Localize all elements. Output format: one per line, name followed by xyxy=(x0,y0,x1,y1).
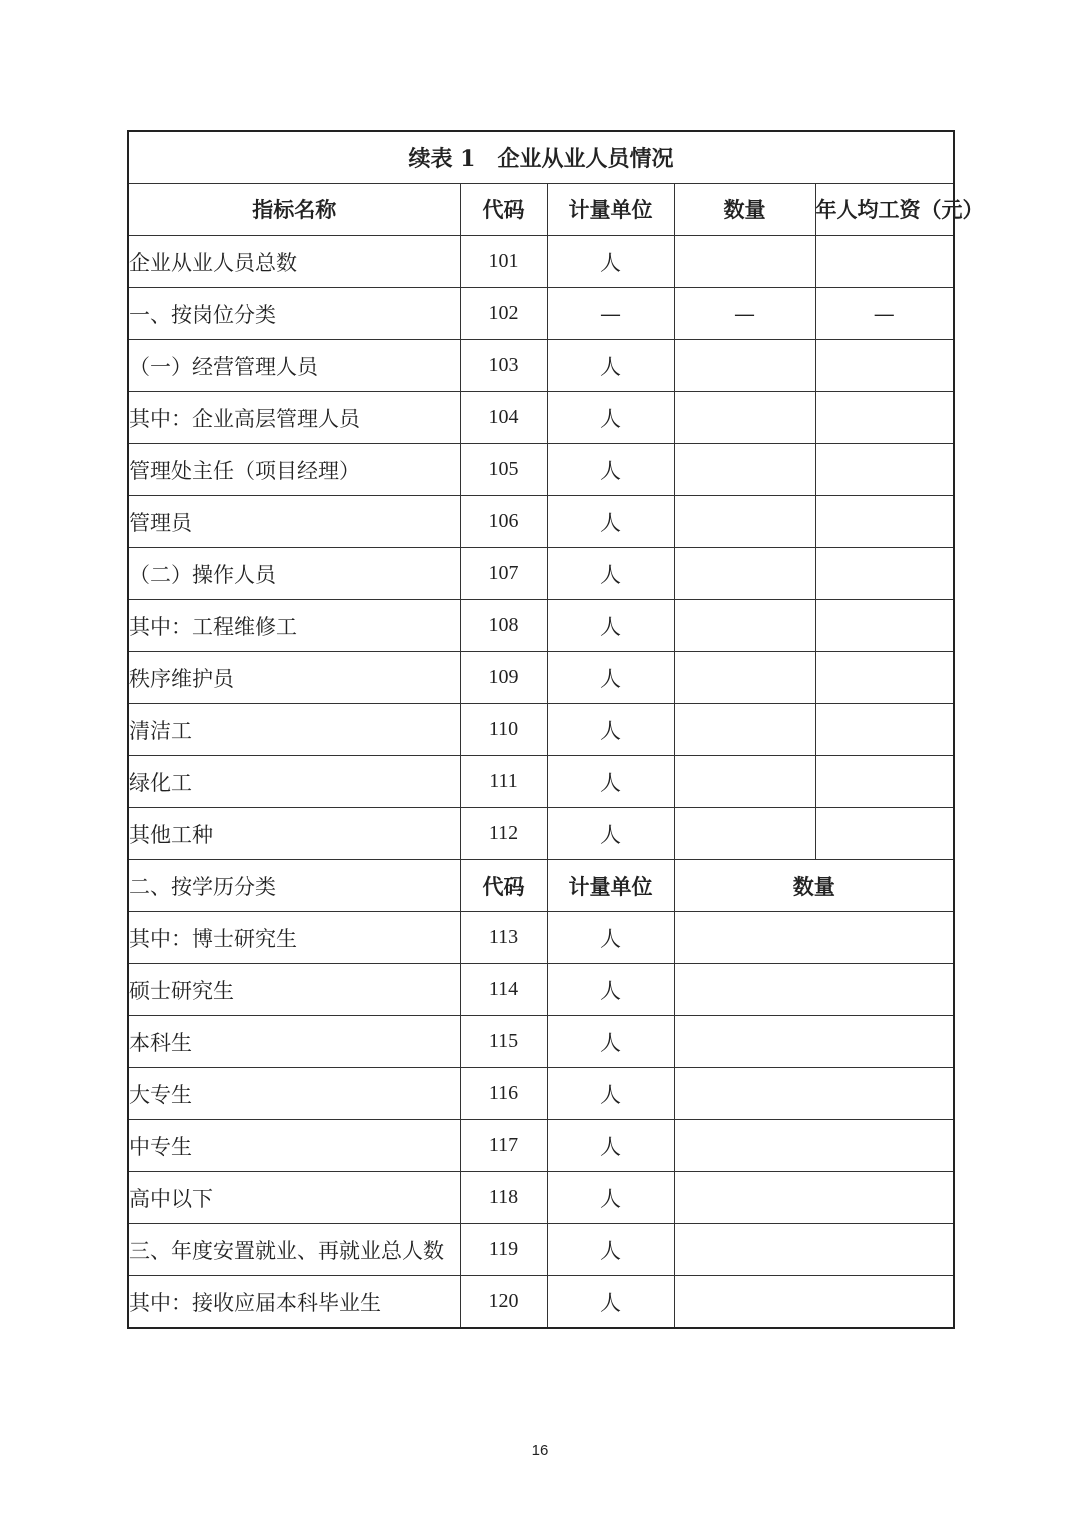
row-quantity-cell[interactable] xyxy=(674,1016,954,1068)
row-name: 三、年度安置就业、再就业总人数 xyxy=(128,1224,460,1276)
table-title: 续表 1 企业从业人员情况 xyxy=(128,131,954,184)
section2-header-row xyxy=(128,860,954,912)
section2-header-unit: 计量单位 xyxy=(547,860,674,912)
section2-header-code: 代码 xyxy=(460,860,547,912)
page-number: 16 xyxy=(531,1442,549,1459)
row-code: 107 xyxy=(460,548,547,600)
row-unit: 人 xyxy=(547,444,674,496)
row-unit: 人 xyxy=(547,1276,674,1329)
row-salary-cell[interactable] xyxy=(815,704,954,756)
row-name: （一）经营管理人员 xyxy=(128,340,460,392)
row-code: 120 xyxy=(460,1276,547,1329)
row-unit: 人 xyxy=(547,1224,674,1276)
table-row xyxy=(128,444,954,496)
row-name: 其他工种 xyxy=(128,808,460,860)
row-unit: 人 xyxy=(547,236,674,288)
row-quantity-cell[interactable] xyxy=(674,1068,954,1120)
row-quantity-cell[interactable] xyxy=(674,1120,954,1172)
table-title-row xyxy=(128,131,954,184)
row-code: 109 xyxy=(460,652,547,704)
row-quantity-cell: — xyxy=(674,288,815,340)
row-name: 其中：接收应届本科毕业生 xyxy=(128,1276,460,1329)
row-quantity-cell[interactable] xyxy=(674,756,815,808)
row-quantity-cell[interactable] xyxy=(674,236,815,288)
row-unit: 人 xyxy=(547,496,674,548)
row-quantity-cell[interactable] xyxy=(674,496,815,548)
row-salary-cell[interactable] xyxy=(815,236,954,288)
row-unit: 人 xyxy=(547,912,674,964)
table-row xyxy=(128,704,954,756)
row-unit: 人 xyxy=(547,1068,674,1120)
row-name: 管理处主任（项目经理） xyxy=(128,444,460,496)
row-unit: 人 xyxy=(547,964,674,1016)
row-code: 108 xyxy=(460,600,547,652)
row-unit: 人 xyxy=(547,600,674,652)
section2-header-quantity: 数量 xyxy=(674,860,954,912)
row-name: 其中：企业高层管理人员 xyxy=(128,392,460,444)
table-row xyxy=(128,912,954,964)
row-name: 秩序维护员 xyxy=(128,652,460,704)
header-code: 代码 xyxy=(460,184,547,236)
table-row xyxy=(128,548,954,600)
row-code: 111 xyxy=(460,756,547,808)
row-name: 企业从业人员总数 xyxy=(128,236,460,288)
row-code: 101 xyxy=(460,236,547,288)
table-row xyxy=(128,964,954,1016)
row-quantity-cell[interactable] xyxy=(674,1276,954,1329)
row-code: 115 xyxy=(460,1016,547,1068)
header-quantity: 数量 xyxy=(674,184,815,236)
row-unit: 人 xyxy=(547,1016,674,1068)
row-salary-cell: — xyxy=(815,288,954,340)
header-unit: 计量单位 xyxy=(547,184,674,236)
row-name: 清洁工 xyxy=(128,704,460,756)
row-quantity-cell[interactable] xyxy=(674,1224,954,1276)
row-code: 119 xyxy=(460,1224,547,1276)
row-name: 大专生 xyxy=(128,1068,460,1120)
table-header-row xyxy=(128,184,954,236)
row-code: 105 xyxy=(460,444,547,496)
row-quantity-cell[interactable] xyxy=(674,340,815,392)
row-quantity-cell[interactable] xyxy=(674,392,815,444)
row-unit: 人 xyxy=(547,340,674,392)
table-row xyxy=(128,808,954,860)
table-row xyxy=(128,652,954,704)
row-code: 117 xyxy=(460,1120,547,1172)
row-name: 管理员 xyxy=(128,496,460,548)
row-code: 106 xyxy=(460,496,547,548)
header-name: 指标名称 xyxy=(128,184,460,236)
employee-table xyxy=(127,130,984,1329)
row-quantity-cell[interactable] xyxy=(674,912,954,964)
row-name: （二）操作人员 xyxy=(128,548,460,600)
row-unit: 人 xyxy=(547,808,674,860)
row-code: 110 xyxy=(460,704,547,756)
table-row xyxy=(128,340,954,392)
row-quantity-cell[interactable] xyxy=(674,808,815,860)
row-code: 112 xyxy=(460,808,547,860)
row-name: 硕士研究生 xyxy=(128,964,460,1016)
row-unit: 人 xyxy=(547,548,674,600)
table-row xyxy=(128,1172,954,1224)
row-salary-cell[interactable] xyxy=(815,392,954,444)
row-salary-cell[interactable] xyxy=(815,756,954,808)
row-code: 113 xyxy=(460,912,547,964)
row-salary-cell[interactable] xyxy=(815,340,954,392)
row-name: 本科生 xyxy=(128,1016,460,1068)
row-unit: 人 xyxy=(547,392,674,444)
section2-name: 二、按学历分类 xyxy=(128,860,460,912)
row-code: 102 xyxy=(460,288,547,340)
table-row xyxy=(128,288,954,340)
row-unit: 人 xyxy=(547,756,674,808)
row-quantity-cell[interactable] xyxy=(674,1172,954,1224)
row-salary-cell[interactable] xyxy=(815,548,954,600)
table-row xyxy=(128,1016,954,1068)
table-row xyxy=(128,600,954,652)
row-salary-cell[interactable] xyxy=(815,808,954,860)
table-row xyxy=(128,1120,954,1172)
table-row xyxy=(128,756,954,808)
row-quantity-cell[interactable] xyxy=(674,704,815,756)
row-name: 中专生 xyxy=(128,1120,460,1172)
table-row xyxy=(128,1224,954,1276)
row-name: 高中以下 xyxy=(128,1172,460,1224)
row-unit: — xyxy=(547,288,674,340)
row-name: 绿化工 xyxy=(128,756,460,808)
row-code: 116 xyxy=(460,1068,547,1120)
row-quantity-cell[interactable] xyxy=(674,600,815,652)
table-row xyxy=(128,392,954,444)
row-salary-cell[interactable] xyxy=(815,496,954,548)
table-row xyxy=(128,496,954,548)
row-quantity-cell[interactable] xyxy=(674,444,815,496)
row-code: 103 xyxy=(460,340,547,392)
row-unit: 人 xyxy=(547,652,674,704)
row-name: 其中：工程维修工 xyxy=(128,600,460,652)
row-code: 114 xyxy=(460,964,547,1016)
row-name: 其中：博士研究生 xyxy=(128,912,460,964)
row-salary-cell[interactable] xyxy=(815,444,954,496)
row-code: 118 xyxy=(460,1172,547,1224)
row-salary-cell[interactable] xyxy=(815,600,954,652)
row-unit: 人 xyxy=(547,1172,674,1224)
row-unit: 人 xyxy=(547,704,674,756)
row-quantity-cell[interactable] xyxy=(674,652,815,704)
row-unit: 人 xyxy=(547,1120,674,1172)
table-row xyxy=(128,1068,954,1120)
row-name: 一、按岗位分类 xyxy=(128,288,460,340)
row-salary-cell[interactable] xyxy=(815,652,954,704)
row-code: 104 xyxy=(460,392,547,444)
row-quantity-cell[interactable] xyxy=(674,964,954,1016)
row-quantity-cell[interactable] xyxy=(674,548,815,600)
table-row xyxy=(128,236,954,288)
header-salary: 年人均工资（元） xyxy=(815,184,954,236)
table-row xyxy=(128,1276,954,1329)
